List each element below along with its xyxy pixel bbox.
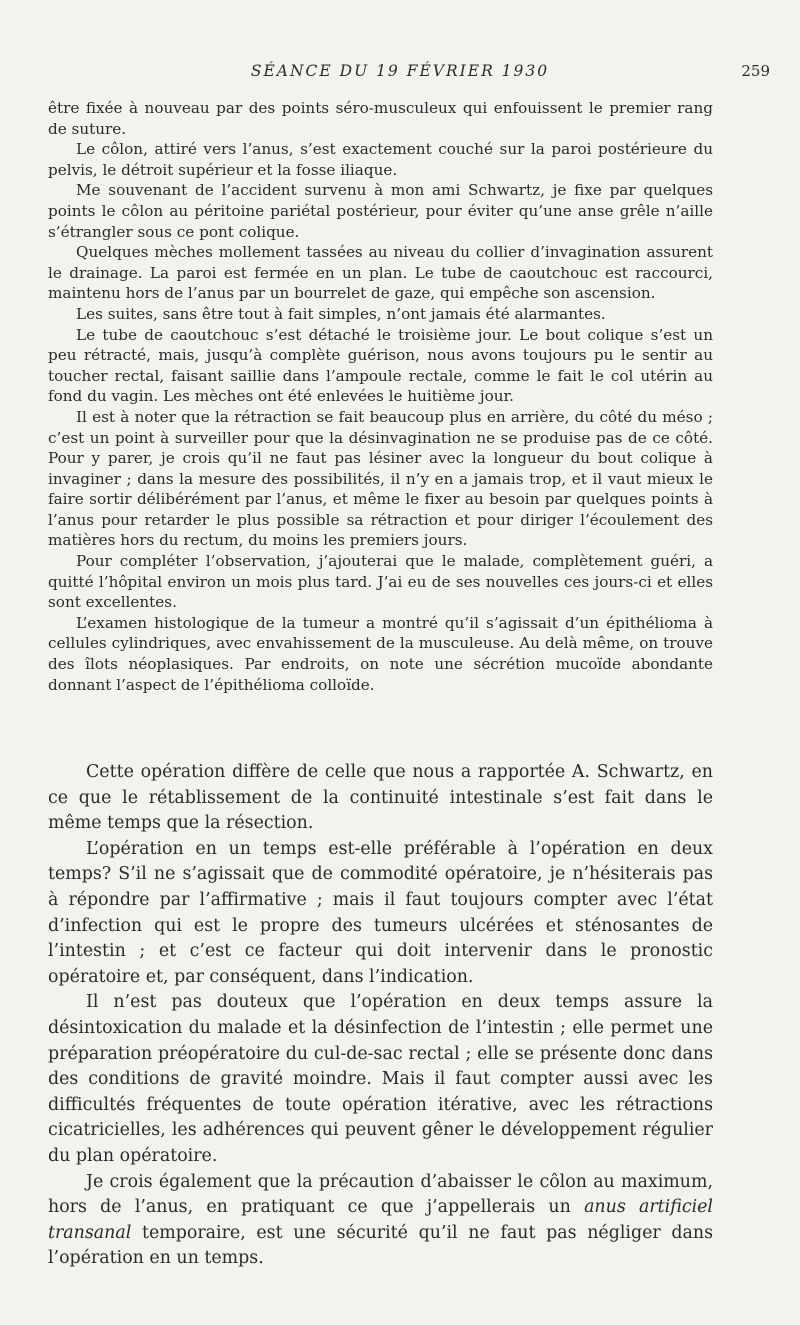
paragraph: Cette opération diffère de celle que nous a rapportée A. Schwartz, en ce que le rétablissement de la continuité intestinale s’est fait dans le même temps que la résection. [48, 762, 713, 834]
paragraph: Quelques mèches mollement tassées au niveau du collier d’invagination assurent le drainage. La paroi est fermée en un plan. Le tube de caoutchouc est raccourci, maintenu hors de l’anus par un bourrelet de gaze, qui empêche son ascension. [48, 243, 713, 303]
discussion-text [48, 760, 713, 1272]
page-number: 259 [741, 62, 770, 80]
paragraph: Il n’est pas douteux que l’opération en deux temps assure la désintoxication du malade et la désinfection de l’intestin ; elle permet une préparation préopératoire du cul-de-sac rectal ; elle se présente donc dans des conditions de gravité moindre. Mais il faut compter aussi avec les difficultés fréquentes de toute opération itérative, avec les rétractions cicatricielles, les adhérences qui peuvent gêner le développement régulier du plan opératoire. [48, 992, 713, 1166]
text-span: temporaire, est une sécurité qu’il ne faut pas négliger dans l’opération en un temps. [48, 1222, 713, 1269]
paragraph: Pour compléter l’observation, j’ajouterai que le malade, complètement guéri, a quitté l’hôpital environ un mois plus tard. J’ai eu de ses nouvelles ces jours-ci et elles sont excellentes. [48, 552, 713, 612]
observation-text [48, 98, 713, 695]
paragraph: Me souvenant de l’accident survenu à mon ami Schwartz, je fixe par quelques points le côlon au péritoine pariétal postérieur, pour éviter qu’une anse grêle n’aille s’étrangler sous ce pont colique. [48, 181, 713, 241]
paragraph: L’opération en un temps est-elle préférable à l’opération en deux temps? S’il ne s’agissait que de commodité opératoire, je n’hésiterais pas à répondre par l’affirmative ; mais il faut toujours compter avec l’état d’infection qui est le propre des tumeurs ulcérées et sténosantes de l’intestin ; et c’est ce facteur qui doit intervenir dans le pronostic opératoire et, par conséquent, dans l’indication. [48, 838, 713, 987]
paragraph: Il est à noter que la rétraction se fait beaucoup plus en arrière, du côté du méso ; c’est un point à surveiller pour que la désinvagination ne se produise pas de ce côté. Pour y parer, je crois qu’il ne faut pas lésiner avec la longueur du bout colique à invaginer ; dans la mesure des possibilités, il n’y en a jamais trop, et il vaut mieux le faire sortir délibérément par l’anus, et même le fixer au besoin par quelques points à l’anus pour retarder le plus possible sa rétraction et pour diriger l’écoulement des matières hors du rectum, du moins les premiers jours. [48, 407, 713, 550]
paragraph: Les suites, sans être tout à fait simples, n’ont jamais été alarmantes. [76, 304, 606, 323]
page-header [0, 60, 800, 88]
text-span: Je crois également que la précaution d’abaisser le côlon au maximum, hors de l’anus, en pratiquant ce que j’appellerais un [48, 1171, 713, 1218]
paragraph: L’examen histologique de la tumeur a montré qu’il s’agissait d’un épithélioma à cellules cylindriques, avec envahissement de la musculeuse. Au delà même, on trouve des îlots néoplasiques. Par endroits, on note une sécrétion mucoïde abondante donnant l’aspect de l’épithélioma colloïde. [48, 613, 713, 694]
paragraph: Le tube de caoutchouc s’est détaché le troisième jour. Le bout colique s’est un peu rétracté, mais, jusqu’à complète guérison, nous avons toujours pu le sentir au toucher rectal, faisant saillie dans l’ampoule rectale, comme le fait le col utérin au fond du vagin. Les mèches ont été enlevées le huitième jour. [48, 325, 713, 406]
running-title: SÉANCE DU 19 FÉVRIER 1930 [250, 62, 550, 80]
paragraph [48, 1170, 713, 1272]
paragraph: Le côlon, attiré vers l’anus, s’est exactement couché sur la paroi postérieure du pelvis, le détroit supérieur et la fosse iliaque. [48, 140, 713, 179]
italic-term: anus artificiel transanal [48, 1197, 713, 1243]
paragraph: être fixée à nouveau par des points séro-musculeux qui enfouissent le premier rang de suture. [48, 99, 713, 138]
